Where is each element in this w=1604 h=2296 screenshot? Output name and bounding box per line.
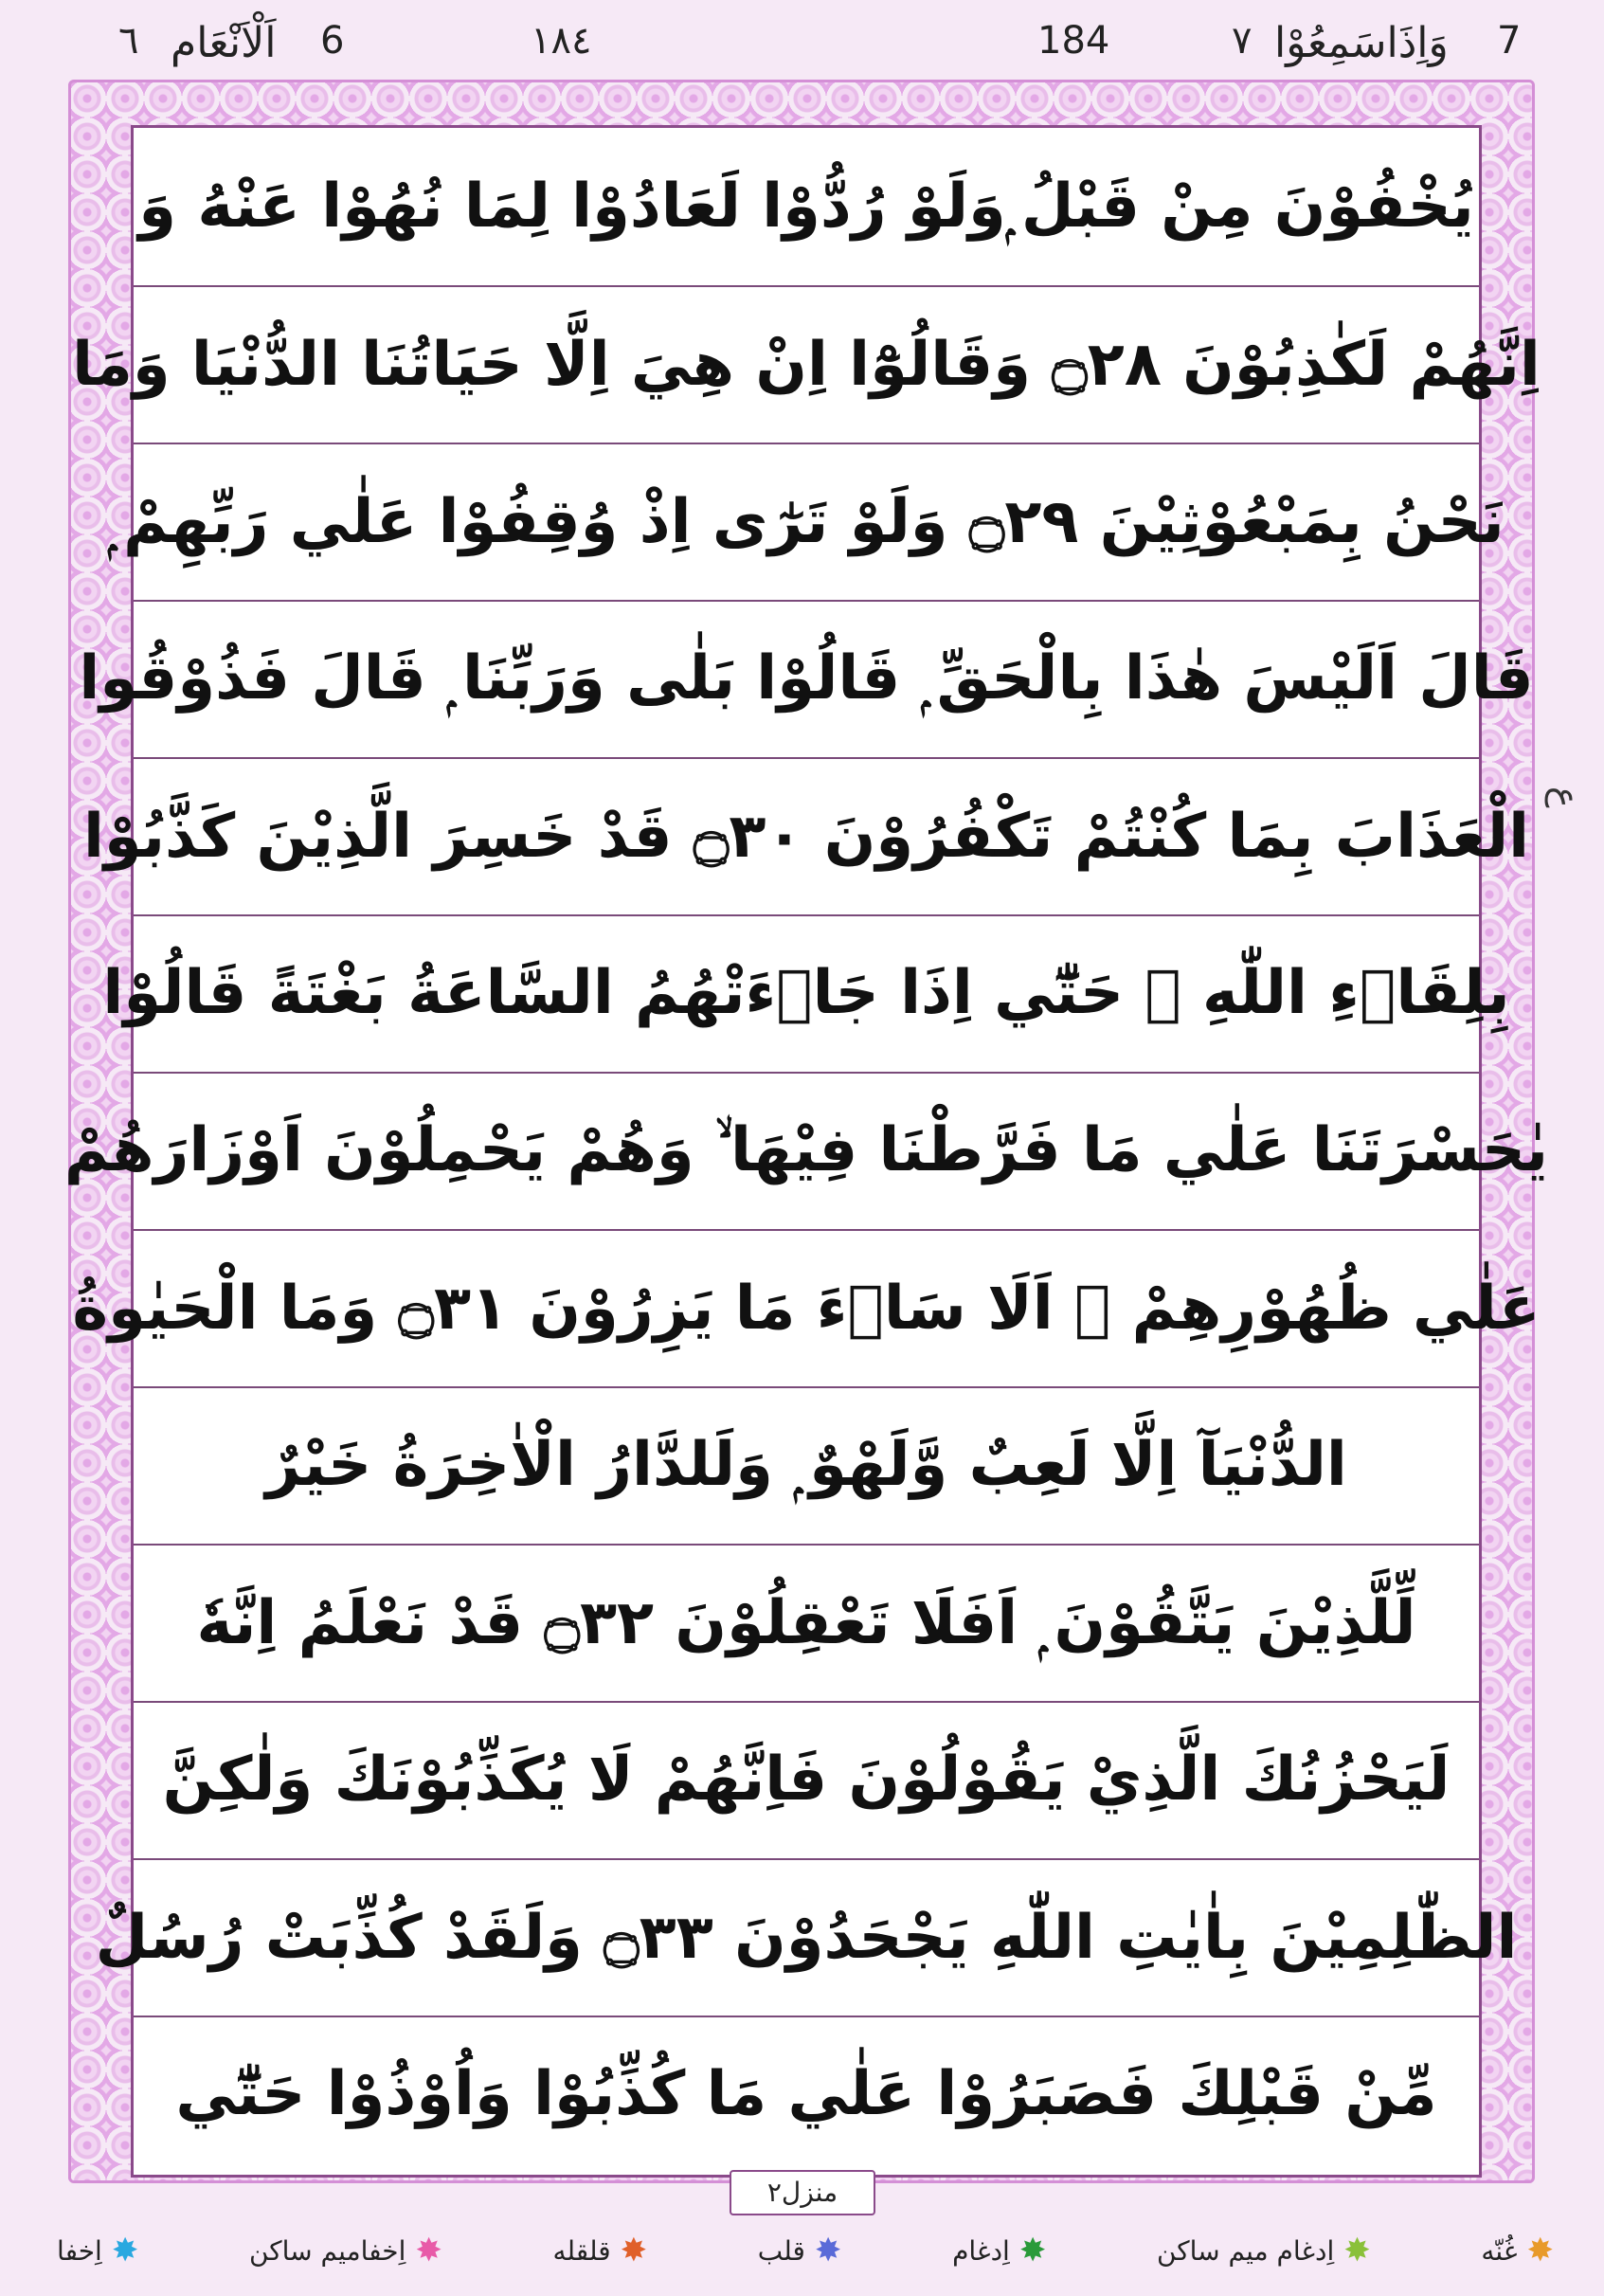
page-number-arabic: ١٨٤ bbox=[531, 19, 592, 63]
star-icon: ✸ bbox=[1018, 2232, 1047, 2269]
star-icon: ✸ bbox=[620, 2232, 648, 2269]
text-line-9: الدُّنْيَآ اِلَّا لَعِبٌ وَّلَهْوٌ ۭ وَلَلدَّارُ الْاٰخِرَةُ خَيْرٌ bbox=[134, 1386, 1479, 1546]
legend-item-qalb bbox=[758, 2234, 842, 2267]
text-line-1: يُخْفُوْنَ مِنْ قَبْلُ ۭوَلَوْ رُدُّوْا لَعَادُوْا لِمَا نُهُوْا عَنْهُ وَ bbox=[134, 128, 1479, 287]
text-line-10: لِّلَّذِيْنَ يَتَّقُوْنَ ۭ اَفَلَا تَعْقِلُوْنَ ۝٣٢ قَدْ نَعْلَمُ اِنَّهٗ bbox=[134, 1544, 1479, 1703]
text-line-7: يٰحَسْرَتَنَا عَلٰي مَا فَرَّطْنَا فِيْهَا ۙ وَهُمْ يَحْمِلُوْنَ اَوْزَارَهُمْ bbox=[134, 1072, 1479, 1231]
legend-label: اِدغام میم ساکن bbox=[1156, 2234, 1335, 2267]
para-number: 7 bbox=[1497, 19, 1522, 63]
ruku-mark: ع bbox=[1545, 786, 1587, 808]
tajweed-legend bbox=[57, 2217, 1554, 2284]
text-line-11: لَيَحْزُنُكَ الَّذِيْ يَقُوْلُوْنَ فَاِنَّهُمْ لَا يُكَذِّبُوْنَكَ وَلٰكِنَّ bbox=[134, 1701, 1479, 1860]
surah-name: اَلْاَنْعَام bbox=[171, 19, 277, 67]
para-name: وَاِذَاسَمِعُوْا bbox=[1274, 19, 1449, 67]
legend-label: اِخفامیم ساکن bbox=[248, 2234, 406, 2267]
legend-label: قلقله bbox=[552, 2234, 611, 2267]
legend-label: اِدغام bbox=[952, 2234, 1010, 2267]
legend-item-ghunna bbox=[1481, 2234, 1554, 2267]
legend-label: قلب bbox=[757, 2234, 805, 2267]
text-line-12: الظّٰلِمِيْنَ بِاٰيٰتِ اللّٰهِ يَجْحَدُوْنَ ۝٣٣ وَلَقَدْ كُذِّبَتْ رُسُلٌ bbox=[134, 1858, 1479, 2017]
star-icon: ✸ bbox=[1343, 2232, 1371, 2269]
star-icon: ✸ bbox=[415, 2232, 442, 2269]
text-line-8: عَلٰي ظُهُوْرِهِمْ ۭ اَلَا سَاۗءَ مَا يَزِرُوْنَ ۝٣١ وَمَا الْحَيٰوةُ bbox=[134, 1229, 1479, 1388]
star-icon: ✸ bbox=[814, 2232, 842, 2269]
legend-label: غُنّه bbox=[1481, 2234, 1518, 2267]
legend-item-idgham-meem bbox=[1157, 2234, 1371, 2267]
surah-number: 6 bbox=[320, 19, 345, 63]
page-header bbox=[0, 0, 1604, 76]
legend-label: اِخفا bbox=[57, 2234, 102, 2267]
surah-number-arabic: ٦ bbox=[118, 19, 139, 63]
legend-item-idgham bbox=[952, 2234, 1046, 2267]
star-icon: ✸ bbox=[111, 2232, 139, 2269]
manzil-label: منزل۲ bbox=[730, 2170, 875, 2215]
star-icon: ✸ bbox=[1526, 2232, 1554, 2269]
legend-item-ikhfa-meem bbox=[249, 2234, 442, 2267]
text-line-5: الْعَذَابَ بِمَا كُنْتُمْ تَكْفُرُوْنَ ۝٣٠ قَدْ خَسِرَ الَّذِيْنَ كَذَّبُوْا bbox=[134, 757, 1479, 916]
page-number: 184 bbox=[1037, 19, 1110, 63]
text-line-6: بِلِقَاۗءِ اللّٰهِ ۭ حَتّٰٓي اِذَا جَاۗءَتْهُمُ السَّاعَةُ بَغْتَةً قَالُوْا bbox=[134, 914, 1479, 1074]
legend-item-ikhfa bbox=[57, 2234, 138, 2267]
text-line-4: قَالَ اَلَيْسَ هٰذَا بِالْحَقِّ ۭ قَالُوْا بَلٰى وَرَبِّنَا ۭ قَالَ فَذُوْقُوا bbox=[134, 600, 1479, 759]
text-line-3: نَحْنُ بِمَبْعُوْثِيْنَ ۝٢٩ وَلَوْ تَرٰٓى اِذْ وُقِفُوْا عَلٰي رَبِّهِمْ ۭ bbox=[134, 443, 1479, 602]
para-number-arabic: ٧ bbox=[1232, 19, 1253, 63]
text-line-2: اِنَّهُمْ لَكٰذِبُوْنَ ۝٢٨ وَقَالُوْٓا اِنْ هِيَ اِلَّا حَيَاتُنَا الدُّنْيَا وَمَا bbox=[134, 285, 1479, 444]
quran-text-panel bbox=[63, 125, 1549, 2178]
legend-item-qalqala bbox=[553, 2234, 648, 2267]
text-line-13: مِّنْ قَبْلِكَ فَصَبَرُوْا عَلٰي مَا كُذِّبُوْا وَاُوْذُوْا حَتّٰٓي bbox=[175, 2059, 1437, 2129]
